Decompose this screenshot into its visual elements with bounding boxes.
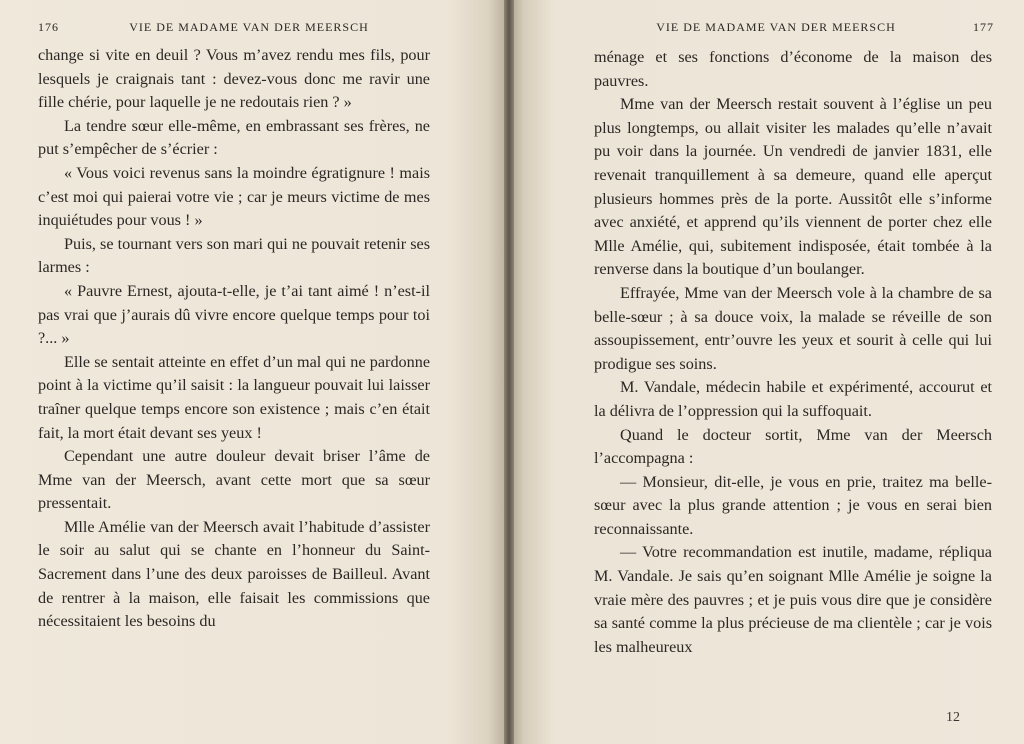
right-page-number: 177 bbox=[973, 20, 994, 34]
book-gutter bbox=[504, 0, 514, 744]
left-paragraph: change si vite en deuil ? Vous m’avez rendu mes fils, pour lesquels je craignais tant : devez-vous donc me ravir une fille chérie, pour laquelle je ne redoutais rien ? » bbox=[38, 46, 430, 112]
right-paragraph: Effrayée, Mme van der Meersch vole à la chambre de sa belle-sœur ; à sa douce voix, la malade se réveille de son assoupissement, entr’ouvre les yeux et sourit à celle qui lui prodigue ses soins. bbox=[594, 283, 992, 373]
left-page bbox=[0, 0, 508, 744]
signature-mark: 12 bbox=[946, 710, 960, 725]
right-paragraph: Mme van der Meersch restait souvent à l’église un peu plus longtemps, ou allait visiter les malades qu’elle n’avait pu voir dans la journée. Un vendredi de janvier 1831, elle revenait tranquillement à sa demeure, quand elle aperçut plusieurs hommes près de la porte. Aussitôt elle s’informe avec anxiété, et apprend qu’ils viennent de porter chez elle Mlle Amélie, qui, subitement indisposée, était tombée à la renverse dans la boutique d’un boulanger. bbox=[594, 95, 992, 279]
left-paragraph: « Vous voici revenus sans la moindre égratignure ! mais c’est moi qui paierai votre vie ; car je meurs victime de mes inquiétudes pour vous ! » bbox=[38, 163, 430, 230]
left-running-title: VIE DE MADAME VAN DER MEERSCH bbox=[129, 20, 369, 34]
right-paragraph: ménage et ses fonctions d’économe de la maison des pauvres. bbox=[594, 48, 992, 90]
right-paragraph: M. Vandale, médecin habile et expérimenté, accourut et la délivra de l’oppression qui la suffoquait. bbox=[594, 378, 992, 420]
left-paragraph: Cependant une autre douleur devait briser l’âme de Mme van der Meersch, avant cette mort que sa sœur pressentait. bbox=[38, 447, 430, 513]
right-paragraph: Quand le docteur sortit, Mme van der Meersch l’accompagna : bbox=[594, 425, 992, 468]
left-page-number: 176 bbox=[38, 20, 59, 34]
left-running-head bbox=[0, 20, 508, 38]
right-page-text bbox=[594, 46, 992, 659]
left-paragraph: Elle se sentait atteinte en effet d’un mal qui ne pardonne point à la victime qu’il saisit : la langueur pouvait lui laisser traîner quelque temps encore son existence ; mais c’en était fait, la mort était devant ses yeux ! bbox=[38, 352, 430, 442]
right-running-title: VIE DE MADAME VAN DER MEERSCH bbox=[656, 20, 896, 34]
left-paragraph: « Pauvre Ernest, ajouta-t-elle, je t’ai tant aimé ! n’est-il pas vrai que j’aurais dû vivre encore quelque temps pour toi ?... » bbox=[38, 281, 430, 348]
left-page-text bbox=[38, 44, 430, 634]
left-paragraph: Puis, se tournant vers son mari qui ne pouvait retenir ses larmes : bbox=[38, 234, 430, 277]
left-paragraph: La tendre sœur elle-même, en embrassant ses frères, ne put s’empêcher de s’écrier : bbox=[38, 116, 430, 159]
right-running-head bbox=[508, 20, 1024, 38]
right-paragraph: — Monsieur, dit-elle, je vous en prie, traitez ma belle-sœur avec la plus grande attention ; je vous en serai bien reconnaissante. bbox=[594, 472, 992, 538]
right-paragraph: — Votre recommandation est inutile, madame, répliqua M. Vandale. Je sais qu’en soignant Mlle Amélie je soigne la vraie mère des pauvres ; et je puis vous dire que je considère sa santé comme la plus précieuse de ma clientèle ; car je vois les malheureux bbox=[594, 543, 992, 656]
left-paragraph: Mlle Amélie van der Meersch avait l’habitude d’assister le soir au salut qui se chante en l’honneur du Saint-Sacrement dans l’une des deux paroisses de Bailleul. Avant de rentrer à la maison, elle faisait les commissions que nécessitaient les besoins du bbox=[38, 517, 430, 631]
right-page bbox=[508, 0, 1024, 744]
